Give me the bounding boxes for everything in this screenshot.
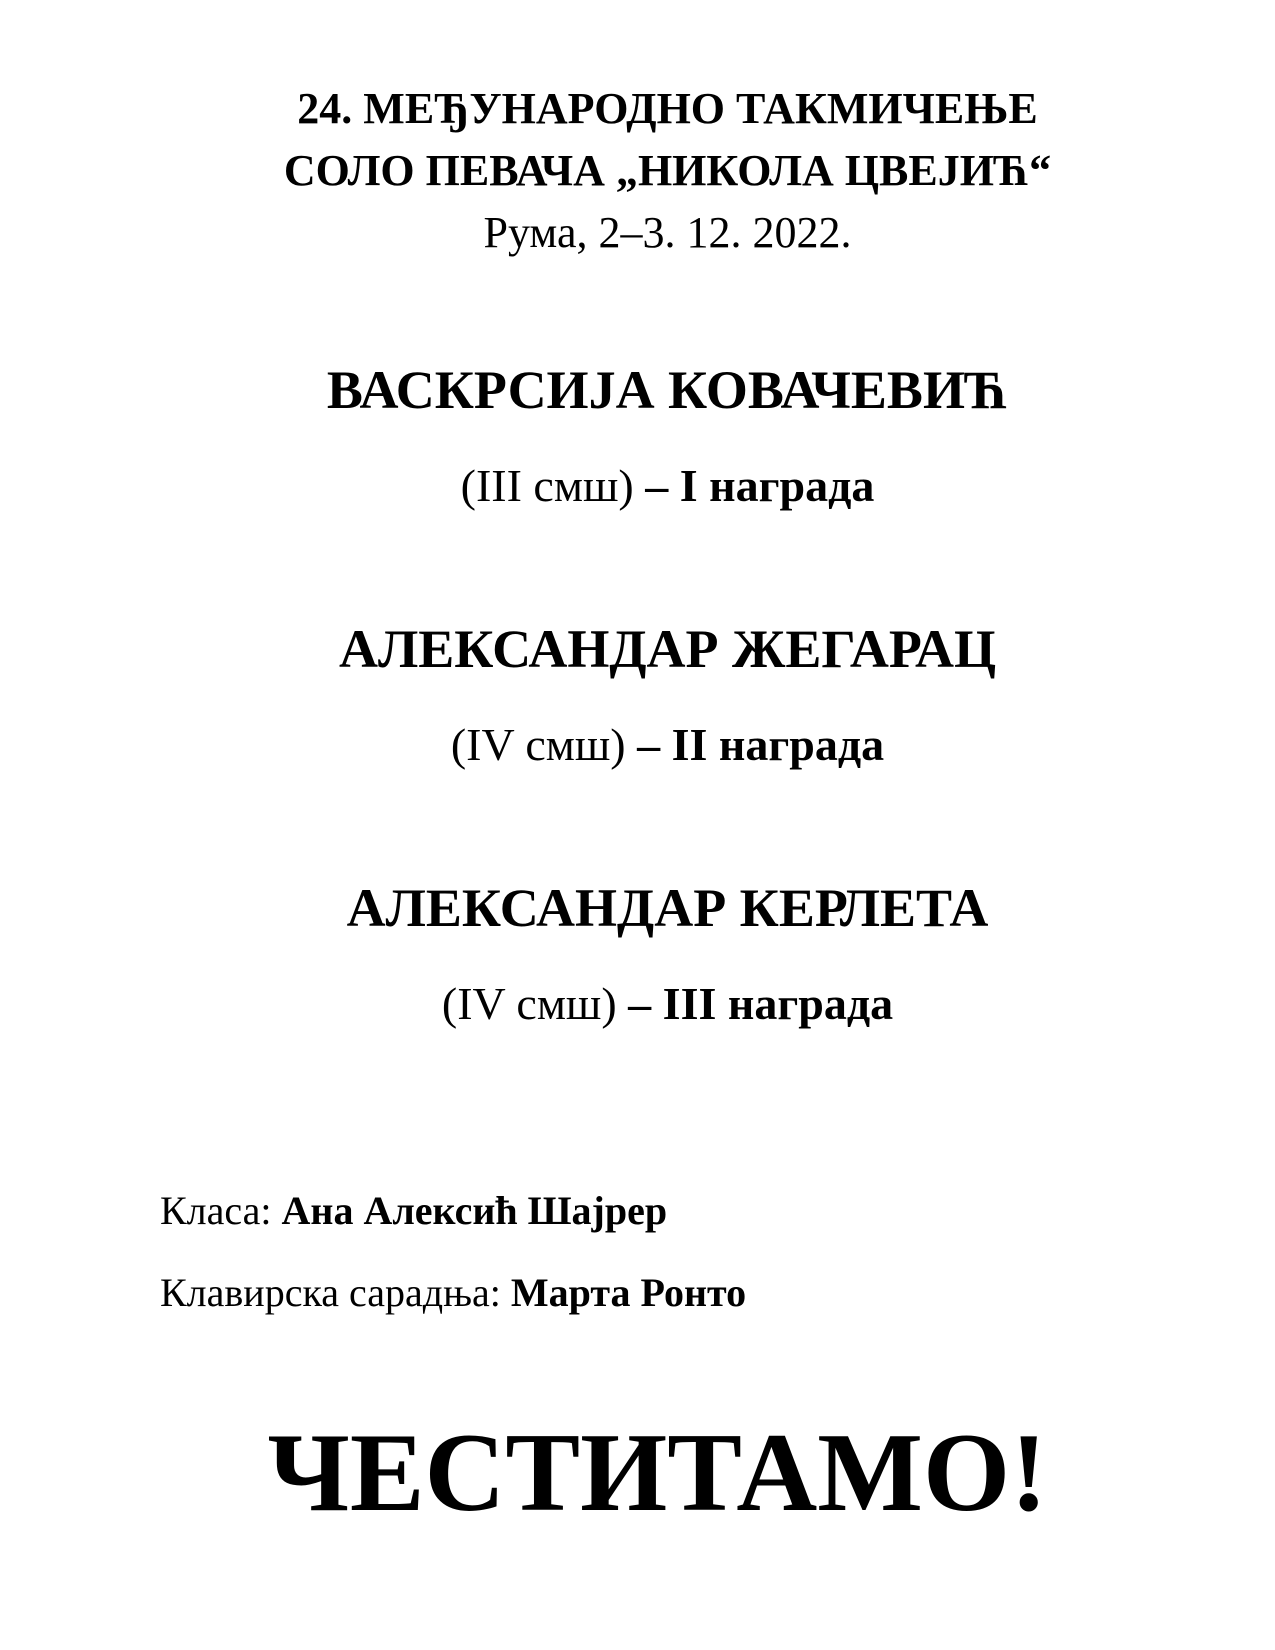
winner-prize: – III награда: [628, 978, 894, 1029]
winner-grade: (III смш): [460, 460, 634, 511]
winner-award: [0, 976, 1275, 1032]
credits: [160, 1187, 746, 1351]
class-label: Класа:: [160, 1188, 282, 1233]
winner-name: АЛЕКСАНДАР КЕРЛЕТА: [346, 878, 989, 938]
winner-award: [0, 717, 1275, 773]
winner-prize: – I награда: [645, 460, 875, 511]
class-credit: [160, 1187, 746, 1235]
competition-place-date: Рума, 2–3. 12. 2022.: [483, 208, 852, 257]
winner-name: АЛЕКСАНДАР ЖЕГАРАЦ: [339, 619, 996, 679]
competition-header: [0, 78, 1275, 264]
class-teacher: Ана Алексић Шајрер: [281, 1188, 668, 1233]
winner-prize: – II награда: [637, 719, 885, 770]
piano-accompanist: Марта Ронто: [510, 1270, 747, 1315]
congratulations-heading: ЧЕСТИТАМО!: [267, 1411, 1048, 1535]
winner-block-1: [0, 358, 1275, 514]
competition-title-line-2: СОЛО ПЕВАЧА „НИКОЛА ЦВЕЈИЋ“: [283, 146, 1052, 195]
competition-title-line-1: 24. МЕЂУНАРОДНО ТАКМИЧЕЊЕ: [297, 84, 1038, 133]
piano-label: Клавирска сарадња:: [160, 1270, 511, 1315]
winner-name: ВАСКРСИЈА КОВАЧЕВИЋ: [326, 360, 1009, 420]
winner-grade: (IV смш): [450, 719, 626, 770]
winner-block-3: [0, 876, 1275, 1032]
piano-credit: [160, 1269, 746, 1317]
winner-block-2: [0, 617, 1275, 773]
winner-grade: (IV смш): [441, 978, 617, 1029]
winner-award: [0, 458, 1275, 514]
